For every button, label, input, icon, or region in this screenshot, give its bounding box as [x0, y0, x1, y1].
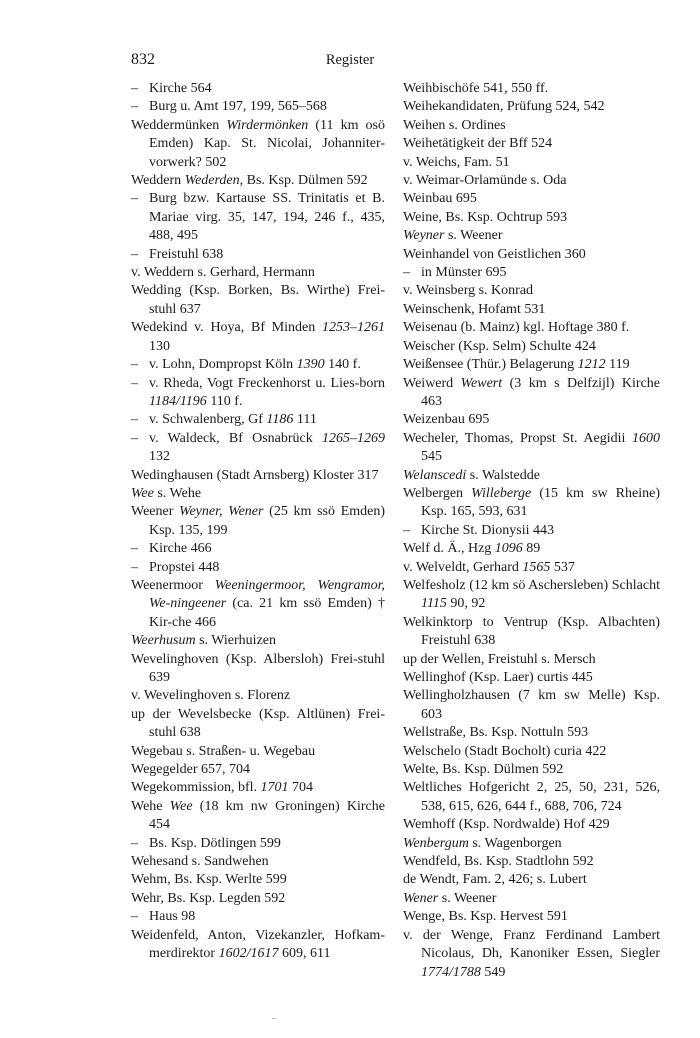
- entry-text: Wegekommission, bfl.: [131, 780, 261, 796]
- entry-italic-text: 1253–1261: [322, 320, 385, 336]
- entry-text: Wenge, Bs. Ksp. Hervest 591: [403, 909, 568, 925]
- entry-text: Bs. Ksp. Dülmen 592: [243, 173, 368, 189]
- index-entry: [131, 282, 385, 319]
- index-entry: [403, 172, 660, 190]
- entry-text: Weddermünken: [131, 117, 227, 133]
- entry-text: (15 km sw Rheine) Ksp. 165, 593, 631: [421, 485, 660, 520]
- entry-italic-text: Weyner, Wener: [179, 504, 264, 520]
- entry-text: v. Waldeck, Bf Osnabrück: [149, 430, 322, 446]
- entry-italic-text: 1096: [494, 541, 523, 557]
- entry-text: Wegegelder 657, 704: [131, 762, 250, 778]
- index-entry: [131, 264, 385, 282]
- entry-italic-text: 1184/1196: [149, 393, 207, 409]
- subentry-dash: –: [131, 357, 138, 373]
- entry-text: v. Schwalenberg, Gf: [149, 412, 267, 428]
- entry-text: v. Wevelinghoven s. Florenz: [131, 688, 291, 704]
- entry-text: 90, 92: [446, 596, 486, 612]
- subentry-dash: –: [131, 835, 138, 851]
- entry-text: (11 km osö Emden) Kap. St. Nicolai, Johanniter-vorwerk? 502: [149, 117, 385, 170]
- index-entry: [131, 319, 385, 356]
- index-entry: [131, 687, 385, 705]
- entry-text: Weener: [131, 504, 180, 520]
- entry-text: Wecheler, Thomas, Propst St. Aegidii: [403, 430, 632, 446]
- entry-text: Weißensee (Thür.) Belagerung: [403, 357, 578, 373]
- entry-text: de Wendt, Fam. 2, 426; s. Lubert: [403, 872, 587, 888]
- index-entry: [131, 927, 385, 964]
- entry-text: 89: [522, 541, 541, 557]
- index-entry: [131, 117, 385, 172]
- index-entry: [131, 651, 385, 688]
- index-subentry: [131, 375, 385, 412]
- entry-text: up der Wevelsbecke (Ksp. Altlünen) Frei-stuhl 638: [131, 706, 385, 741]
- entry-text: Wedekind v. Hoya, Bf Minden: [131, 320, 322, 336]
- index-entry: [131, 798, 385, 835]
- entry-text: v. Lohn, Dompropst Köln: [149, 357, 297, 373]
- entry-text: Weidenfeld, Anton, Vizekanzler, Hofkam-merdirektor: [131, 927, 385, 962]
- entry-italic-text: Weyner: [403, 228, 445, 244]
- entry-italic-text: 1602/1617: [218, 946, 279, 962]
- subentry-dash: –: [403, 522, 410, 538]
- entry-text: Propstei 448: [149, 559, 220, 575]
- index-subentry: [131, 80, 385, 98]
- index-entry: [403, 724, 660, 742]
- subentry-dash: –: [131, 81, 138, 96]
- index-subentry: [131, 540, 385, 558]
- entry-text: Bs. Ksp. Dötlingen 599: [149, 835, 281, 851]
- entry-italic-text: Wewert: [460, 375, 503, 391]
- index-entry: [131, 743, 385, 761]
- index-entry: [131, 871, 385, 889]
- entry-text: Kirche St. Dionysii 443: [421, 522, 554, 538]
- index-entry: [403, 687, 660, 724]
- entry-text: Weizenbau 695: [403, 412, 490, 428]
- index-entry: [403, 651, 660, 669]
- index-entry: [131, 706, 385, 743]
- entry-text: s. Wierhuizen: [195, 633, 276, 649]
- index-entry: [403, 835, 660, 853]
- index-entry: [403, 577, 660, 614]
- entry-italic-text: 1565: [522, 559, 551, 575]
- index-subentry: [131, 430, 385, 467]
- index-entry: [403, 356, 660, 374]
- entry-italic-text: Wener: [403, 890, 439, 906]
- subentry-dash: –: [131, 559, 138, 575]
- entry-text: Weine, Bs. Ksp. Ochtrup 593: [403, 209, 568, 225]
- index-entry: [403, 227, 660, 245]
- entry-text: 537: [550, 559, 575, 575]
- entry-text: Wevelinghoven (Ksp. Albersloh) Frei-stuhl 639: [131, 651, 385, 685]
- entry-text: Kirche 466: [149, 541, 212, 557]
- index-entry: [131, 172, 385, 190]
- entry-text: Wehe: [131, 798, 170, 814]
- entry-text: Wehr, Bs. Ksp. Legden 592: [131, 890, 286, 906]
- entry-italic-text: 1186: [266, 412, 294, 428]
- index-subentry: [131, 411, 385, 429]
- index-entry: [403, 98, 660, 116]
- entry-text: s. Wehe: [153, 485, 202, 501]
- index-entry: [403, 540, 660, 558]
- entry-text: Welf d. Ä., Hzg: [403, 541, 495, 557]
- entry-text: in Münster 695: [421, 265, 507, 281]
- entry-text: 130: [149, 338, 170, 354]
- index-entry: [403, 669, 660, 687]
- index-subentry: [403, 522, 660, 540]
- entry-text: Welschelo (Stadt Bocholt) curia 422: [403, 743, 607, 759]
- entry-text: Welfesholz (12 km sö Aschersleben) Schlacht: [403, 577, 660, 593]
- entry-text: Weihetätigkeit der Bff 524: [403, 136, 553, 152]
- subentry-dash: –: [131, 541, 138, 557]
- entry-text: 140 f.: [324, 357, 361, 373]
- subentry-dash: –: [131, 99, 138, 115]
- index-entry: [131, 779, 385, 797]
- entry-italic-text: Wenbergum: [403, 835, 469, 851]
- entry-text: (18 km nw Groningen) Kirche 454: [149, 798, 385, 833]
- index-entry: [403, 80, 660, 98]
- index-entry: [403, 375, 660, 412]
- entry-text: Burg bzw. Kartause SS. Trinitatis et B. Mariae virg. 35, 147, 194, 246 f., 435, 488, 495: [149, 191, 385, 244]
- index-entry: [403, 209, 660, 227]
- entry-text: Weiwerd: [403, 375, 461, 391]
- entry-text: s. Walstedde: [466, 467, 540, 483]
- subentry-dash: –: [131, 191, 138, 207]
- index-entry: [131, 632, 385, 650]
- entry-text: v. Welveldt, Gerhard: [403, 559, 523, 575]
- entry-text: 609, 611: [278, 946, 331, 962]
- index-entry: [403, 282, 660, 300]
- entry-italic-text: 1701: [260, 780, 289, 796]
- index-entry: [403, 338, 660, 356]
- index-entry: [131, 577, 385, 632]
- index-entry: [403, 816, 660, 834]
- entry-text: Weihbischöfe 541, 550 ff.: [403, 81, 549, 96]
- index-subentry: [131, 246, 385, 264]
- entry-text: Weihekandidaten, Prüfung 524, 542: [403, 99, 605, 115]
- index-column-left: [131, 80, 385, 964]
- entry-text: 545: [421, 449, 442, 465]
- index-entry: [403, 485, 660, 522]
- entry-text: (ca. 21 km ssö Emden) † Kir-che 466: [149, 596, 385, 630]
- entry-text: Welbergen: [403, 485, 472, 501]
- entry-text: Wehm, Bs. Ksp. Werlte 599: [131, 872, 287, 888]
- index-entry: [403, 246, 660, 264]
- index-subentry: [131, 98, 385, 116]
- entry-text: Weddern: [131, 173, 185, 189]
- index-entry: [131, 485, 385, 503]
- index-entry: [403, 117, 660, 135]
- entry-text: Weltliches Hofgericht 2, 25, 50, 231, 526, 538, 615, 626, 644 f., 688, 706, 724: [403, 780, 660, 814]
- subentry-dash: –: [131, 430, 138, 446]
- index-entry: [403, 779, 660, 816]
- entry-italic-text: Welanscedi: [403, 467, 467, 483]
- index-entry: [403, 559, 660, 577]
- index-entry: [403, 301, 660, 319]
- entry-italic-text: Wederden,: [184, 173, 244, 189]
- index-subentry: [131, 190, 385, 245]
- entry-italic-text: 1212: [577, 357, 606, 373]
- entry-text: 110 f.: [206, 393, 243, 409]
- entry-text: v. der Wenge, Franz Ferdinand Lambert Nicolaus, Dh, Kanoniker Essen, Siegler: [403, 927, 660, 962]
- subentry-dash: –: [131, 412, 138, 428]
- running-head: Register: [325, 52, 375, 68]
- entry-text: v. Weinsberg s. Konrad: [403, 283, 534, 299]
- index-entry: [131, 890, 385, 908]
- index-subentry: [131, 356, 385, 374]
- index-entry: [403, 927, 660, 982]
- index-subentry: [131, 559, 385, 577]
- index-entry: [131, 761, 385, 779]
- index-entry: [403, 190, 660, 208]
- entry-italic-text: Wee: [169, 798, 193, 814]
- entry-italic-text: Wirdermönken: [226, 117, 309, 133]
- entry-text: Wellinghof (Ksp. Laer) curtis 445: [403, 670, 593, 685]
- entry-text: (25 km ssö Emden) Ksp. 135, 199: [149, 504, 386, 538]
- index-entry: [403, 154, 660, 172]
- entry-text: 132: [149, 449, 170, 465]
- entry-text: Burg u. Amt 197, 199, 565–568: [149, 99, 327, 115]
- index-column-right: [403, 80, 660, 982]
- entry-text: 704: [288, 780, 314, 796]
- entry-text: Haus 98: [149, 909, 196, 925]
- index-entry: [131, 853, 385, 871]
- entry-italic-text: Wee: [131, 485, 154, 501]
- page-number: 832: [131, 51, 155, 68]
- entry-text: v. Rheda, Vogt Freckenhorst u. Lies-born: [149, 375, 385, 391]
- index-entry: [403, 430, 660, 467]
- subentry-dash: –: [131, 246, 138, 262]
- entry-text: Wellstraße, Bs. Ksp. Nottuln 593: [403, 725, 589, 741]
- entry-italic-text: 1390: [296, 357, 325, 373]
- entry-text: Wemhoff (Ksp. Nordwalde) Hof 429: [403, 817, 610, 833]
- entry-text: Wedding (Ksp. Borken, Bs. Wirthe) Frei-stuhl 637: [131, 283, 385, 317]
- entry-text: v. Weimar-Orlamünde s. Oda: [403, 173, 567, 189]
- entry-text: Wegebau s. Straßen- u. Wegebau: [131, 743, 316, 759]
- entry-text: Wedinghausen (Stadt Arnsberg) Kloster 317: [131, 467, 379, 483]
- entry-text: Welkinktorp to Ventrup (Ksp. Albachten) Freistuhl 638: [403, 614, 660, 649]
- entry-text: s. Weener: [438, 890, 497, 906]
- index-entry: [403, 614, 660, 651]
- entry-italic-text: Weerhusum: [131, 633, 196, 649]
- index-entry: [131, 467, 385, 485]
- index-entry: [403, 890, 660, 908]
- index-entry: [403, 411, 660, 429]
- index-entry: [403, 135, 660, 153]
- index-entry: [403, 871, 660, 889]
- index-entry: [403, 761, 660, 779]
- entry-text: 549: [480, 964, 506, 980]
- entry-text: v. Weddern s. Gerhard, Hermann: [131, 265, 315, 281]
- entry-text: s. Wagenborgen: [468, 835, 562, 851]
- entry-text: Wehesand s. Sandwehen: [131, 854, 269, 870]
- entry-text: Weischer (Ksp. Selm) Schulte 424: [403, 338, 596, 354]
- entry-text: Weinhandel von Geistlichen 360: [403, 246, 586, 262]
- entry-text: Weinbau 695: [403, 191, 477, 207]
- entry-italic-text: Weeningermoor, Wengramor, We-ningeener: [149, 577, 385, 612]
- entry-text: Weisenau (b. Mainz) kgl. Hoftage 380 f.: [403, 320, 630, 336]
- entry-text: v. Weichs, Fam. 51: [403, 154, 510, 170]
- entry-text: Freistuhl 638: [149, 246, 224, 262]
- entry-text: 119: [605, 357, 630, 373]
- entry-text: (3 km s Delfzijl) Kirche 463: [421, 375, 660, 409]
- entry-text: Weinschenk, Hofamt 531: [403, 301, 546, 317]
- index-entry: [403, 853, 660, 871]
- page-footer-mark: [272, 1018, 276, 1019]
- subentry-dash: –: [131, 375, 138, 391]
- entry-italic-text: 1600: [632, 430, 660, 446]
- subentry-dash: –: [403, 265, 410, 281]
- entry-italic-text: Willeberge: [471, 485, 532, 501]
- entry-text: Welte, Bs. Ksp. Dülmen 592: [403, 762, 564, 778]
- index-entry: [403, 908, 660, 926]
- index-subentry: [131, 908, 385, 926]
- entry-text: Wendfeld, Bs. Ksp. Stadtlohn 592: [403, 854, 594, 870]
- entry-italic-text: 1774/1788: [421, 964, 481, 980]
- entry-text: s. Weener: [444, 228, 503, 244]
- entry-text: Wellingholzhausen (7 km sw Melle) Ksp. 603: [403, 688, 660, 722]
- subentry-dash: –: [131, 909, 138, 925]
- index-entry: [403, 743, 660, 761]
- entry-text: up der Wellen, Freistuhl s. Mersch: [403, 651, 596, 667]
- index-entry: [131, 503, 385, 540]
- entry-text: Weenermoor: [131, 577, 215, 593]
- index-subentry: [131, 835, 385, 853]
- entry-italic-text: 1265–1269: [322, 430, 385, 446]
- entry-text: Weihen s. Ordines: [403, 117, 506, 133]
- index-subentry: [403, 264, 660, 282]
- entry-text: Kirche 564: [149, 81, 212, 96]
- entry-text: 111: [293, 412, 317, 428]
- index-entry: [403, 467, 660, 485]
- entry-italic-text: 1115: [421, 596, 447, 612]
- index-entry: [403, 319, 660, 337]
